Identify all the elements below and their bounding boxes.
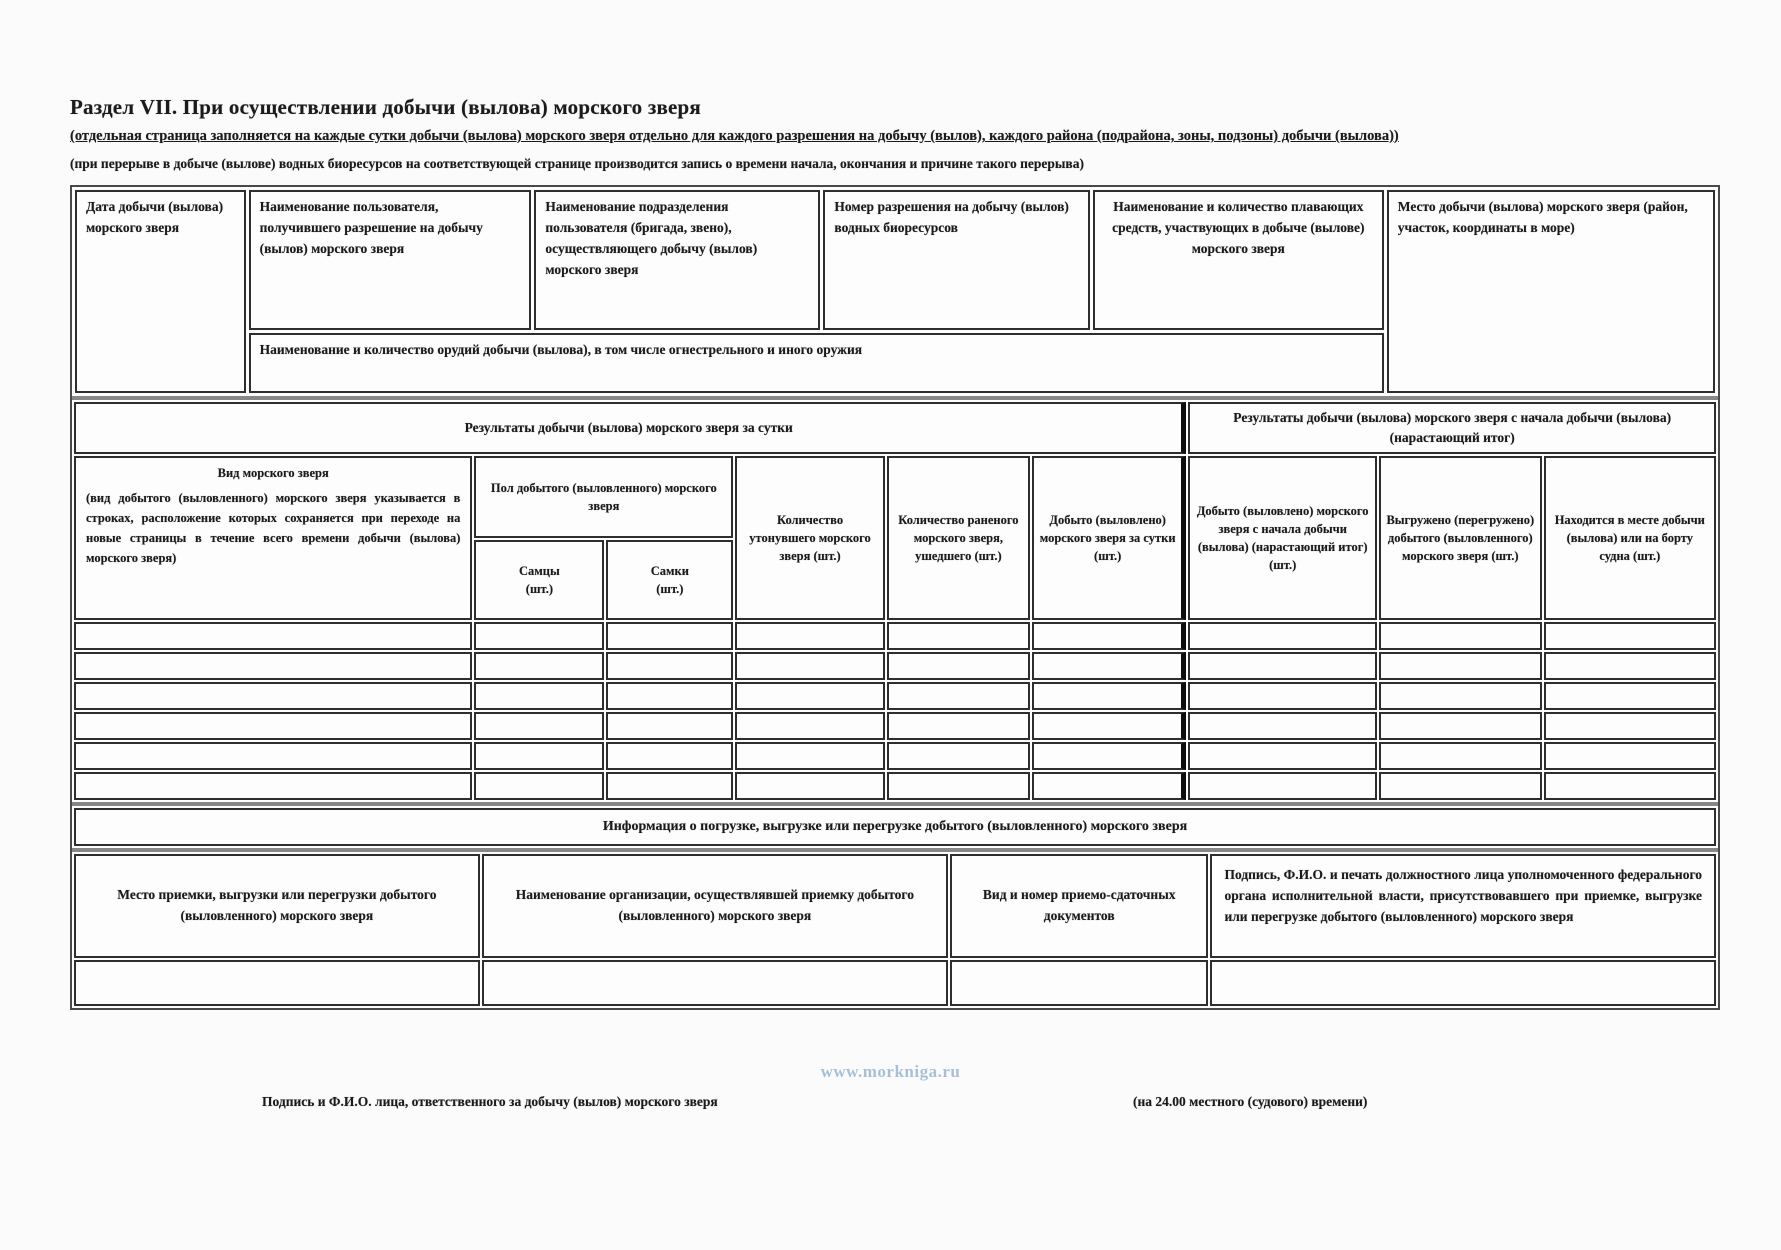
empty-cell	[1544, 742, 1716, 770]
empty-cell	[1032, 742, 1186, 770]
col-unloaded-header: Выгружено (перегружено) добытого (выловленного) морского зверя (шт.)	[1379, 456, 1542, 620]
empty-cell	[474, 742, 604, 770]
watermark: www.morkniga.ru	[820, 1062, 961, 1081]
empty-cell	[74, 712, 472, 740]
empty-cell	[474, 652, 604, 680]
empty-cell	[735, 772, 885, 800]
empty-cell	[74, 682, 472, 710]
header-cell-location: Место добычи (вылова) морского зверя (район, участок, координаты в море)	[1387, 190, 1715, 393]
col-drowned-header: Количество утонувшего морского зверя (шт.)	[735, 456, 885, 620]
header-cell-user: Наименование пользователя, получившего разрешение на добычу (вылов) морского зверя	[249, 190, 532, 330]
empty-cell	[1188, 712, 1377, 740]
species-title: Вид морского зверя	[217, 465, 329, 480]
col-onboard-header: Находится в месте добычи (вылова) или на борту судна (шт.)	[1544, 456, 1716, 620]
male-label: Самцы (шт.)	[519, 563, 560, 596]
empty-cell	[1379, 622, 1542, 650]
empty-cell	[1544, 652, 1716, 680]
empty-cell	[735, 652, 885, 680]
empty-cell	[1188, 622, 1377, 650]
empty-cell	[735, 712, 885, 740]
header-cell-date: Дата добычи (вылова) морского зверя	[75, 190, 246, 393]
empty-cell	[1379, 772, 1542, 800]
col-official-header: Подпись, Ф.И.О. и печать должностного лица уполномоченного федерального органа исполнительной власти, присутствовавшего при приемке, выгрузке или перегрузке добытого (выловленного) морского зверя	[1210, 854, 1716, 958]
catch-row	[74, 682, 1716, 710]
col-caught-total-header: Добыто (выловлено) морского зверя с начала добычи (вылова) (нарастающий итог) (шт.)	[1188, 456, 1377, 620]
empty-cell	[1379, 682, 1542, 710]
empty-cell	[1210, 960, 1716, 1006]
col-documents-header: Вид и номер приемо-сдаточных документов	[950, 854, 1208, 958]
empty-cell	[1188, 742, 1377, 770]
empty-cell	[606, 622, 733, 650]
catch-row	[74, 712, 1716, 740]
col-male-header	[474, 540, 604, 620]
empty-cell	[887, 712, 1030, 740]
header-cell-permit: Номер разрешения на добычу (вылов) водных биоресурсов	[823, 190, 1090, 330]
col-place-header: Место приемки, выгрузки или перегрузки добытого (выловленного) морского зверя	[74, 854, 480, 958]
empty-cell	[74, 742, 472, 770]
empty-cell	[1544, 712, 1716, 740]
empty-cell	[1379, 652, 1542, 680]
empty-cell	[474, 712, 604, 740]
empty-cell	[1188, 772, 1377, 800]
empty-cell	[74, 772, 472, 800]
header-cell-gear: Наименование и количество орудий добычи (вылова), в том числе огнестрельного и иного оружия	[249, 333, 1384, 393]
section-divider	[72, 802, 1718, 806]
empty-cell	[887, 772, 1030, 800]
empty-cell	[482, 960, 948, 1006]
empty-cell	[606, 682, 733, 710]
empty-cell	[1379, 742, 1542, 770]
catch-row	[74, 652, 1716, 680]
col-caught-daily-header: Добыто (выловлено) морского зверя за сутки (шт.)	[1032, 456, 1186, 620]
catch-row	[74, 622, 1716, 650]
empty-cell	[1032, 652, 1186, 680]
footer-signature-label: Подпись и Ф.И.О. лица, ответственного за добычу (вылов) морского зверя	[262, 1094, 718, 1109]
empty-cell	[887, 622, 1030, 650]
page-note: (при перерыве в добыче (вылове) водных биоресурсов на соответствующей странице производится запись о времени начала, окончания и причине такого перерыва)	[70, 155, 1084, 171]
empty-cell	[474, 622, 604, 650]
transfer-table	[72, 852, 1718, 1008]
empty-cell	[74, 622, 472, 650]
transfer-row	[74, 960, 1716, 1006]
empty-cell	[474, 682, 604, 710]
page-title: Раздел VII. При осуществлении добычи (вылова) морского зверя	[70, 95, 701, 119]
results-cumulative-label: Результаты добычи (вылова) морского зверя с начала добычи (вылова) (нарастающий итог)	[1188, 402, 1716, 454]
header-cell-unit: Наименование подразделения пользователя (бригада, звено), осуществляющего добычу (вылов) морского зверя	[534, 190, 820, 330]
empty-cell	[1032, 622, 1186, 650]
identification-table	[72, 187, 1718, 396]
empty-cell	[1544, 772, 1716, 800]
empty-cell	[1032, 682, 1186, 710]
catch-row	[74, 772, 1716, 800]
empty-cell	[1188, 652, 1377, 680]
catch-row	[74, 742, 1716, 770]
empty-cell	[74, 960, 480, 1006]
empty-cell	[735, 742, 885, 770]
loading-info-band: Информация о погрузке, выгрузке или перегрузке добытого (выловленного) морского зверя	[74, 808, 1716, 846]
empty-cell	[474, 772, 604, 800]
empty-cell	[950, 960, 1208, 1006]
catch-results-table	[72, 400, 1718, 802]
empty-cell	[1188, 682, 1377, 710]
col-female-header	[606, 540, 733, 620]
species-note: (вид добытого (выловленного) морского зверя указывается в строках, расположение которых сохраняется при переходе на новые страницы в течение всего времени добычи (вылова) морского зверя)	[86, 490, 461, 565]
empty-cell	[887, 682, 1030, 710]
empty-cell	[1544, 622, 1716, 650]
page-subtitle: (отдельная страница заполняется на каждые сутки добычи (вылова) морского зверя отдельно для каждого разрешения на добычу (вылов), каждого района (подрайона, зоны, подзоны) добычи (вылова))	[70, 128, 1399, 144]
empty-cell	[735, 682, 885, 710]
empty-cell	[74, 652, 472, 680]
empty-cell	[606, 772, 733, 800]
form-table	[70, 185, 1720, 1010]
empty-cell	[606, 652, 733, 680]
empty-cell	[606, 712, 733, 740]
empty-cell	[887, 742, 1030, 770]
empty-cell	[1032, 712, 1186, 740]
col-sex-group-header: Пол добытого (выловленного) морского зверя	[474, 456, 733, 538]
empty-cell	[735, 622, 885, 650]
empty-cell	[1379, 712, 1542, 740]
col-wounded-header: Количество раненого морского зверя, ушедшего (шт.)	[887, 456, 1030, 620]
empty-cell	[1544, 682, 1716, 710]
header-cell-vessels: Наименование и количество плавающих средств, участвующих в добыче (вылове) морского зверя	[1093, 190, 1384, 330]
empty-cell	[606, 742, 733, 770]
col-organization-header: Наименование организации, осуществлявшей приемку добытого (выловленного) морского зверя	[482, 854, 948, 958]
col-species-header	[74, 456, 472, 620]
results-daily-label: Результаты добычи (вылова) морского зверя за сутки	[74, 402, 1186, 454]
female-label: Самки (шт.)	[650, 563, 689, 596]
empty-cell	[887, 652, 1030, 680]
empty-cell	[1032, 772, 1186, 800]
footer-time-note: (на 24.00 местного (судового) времени)	[1133, 1094, 1368, 1109]
